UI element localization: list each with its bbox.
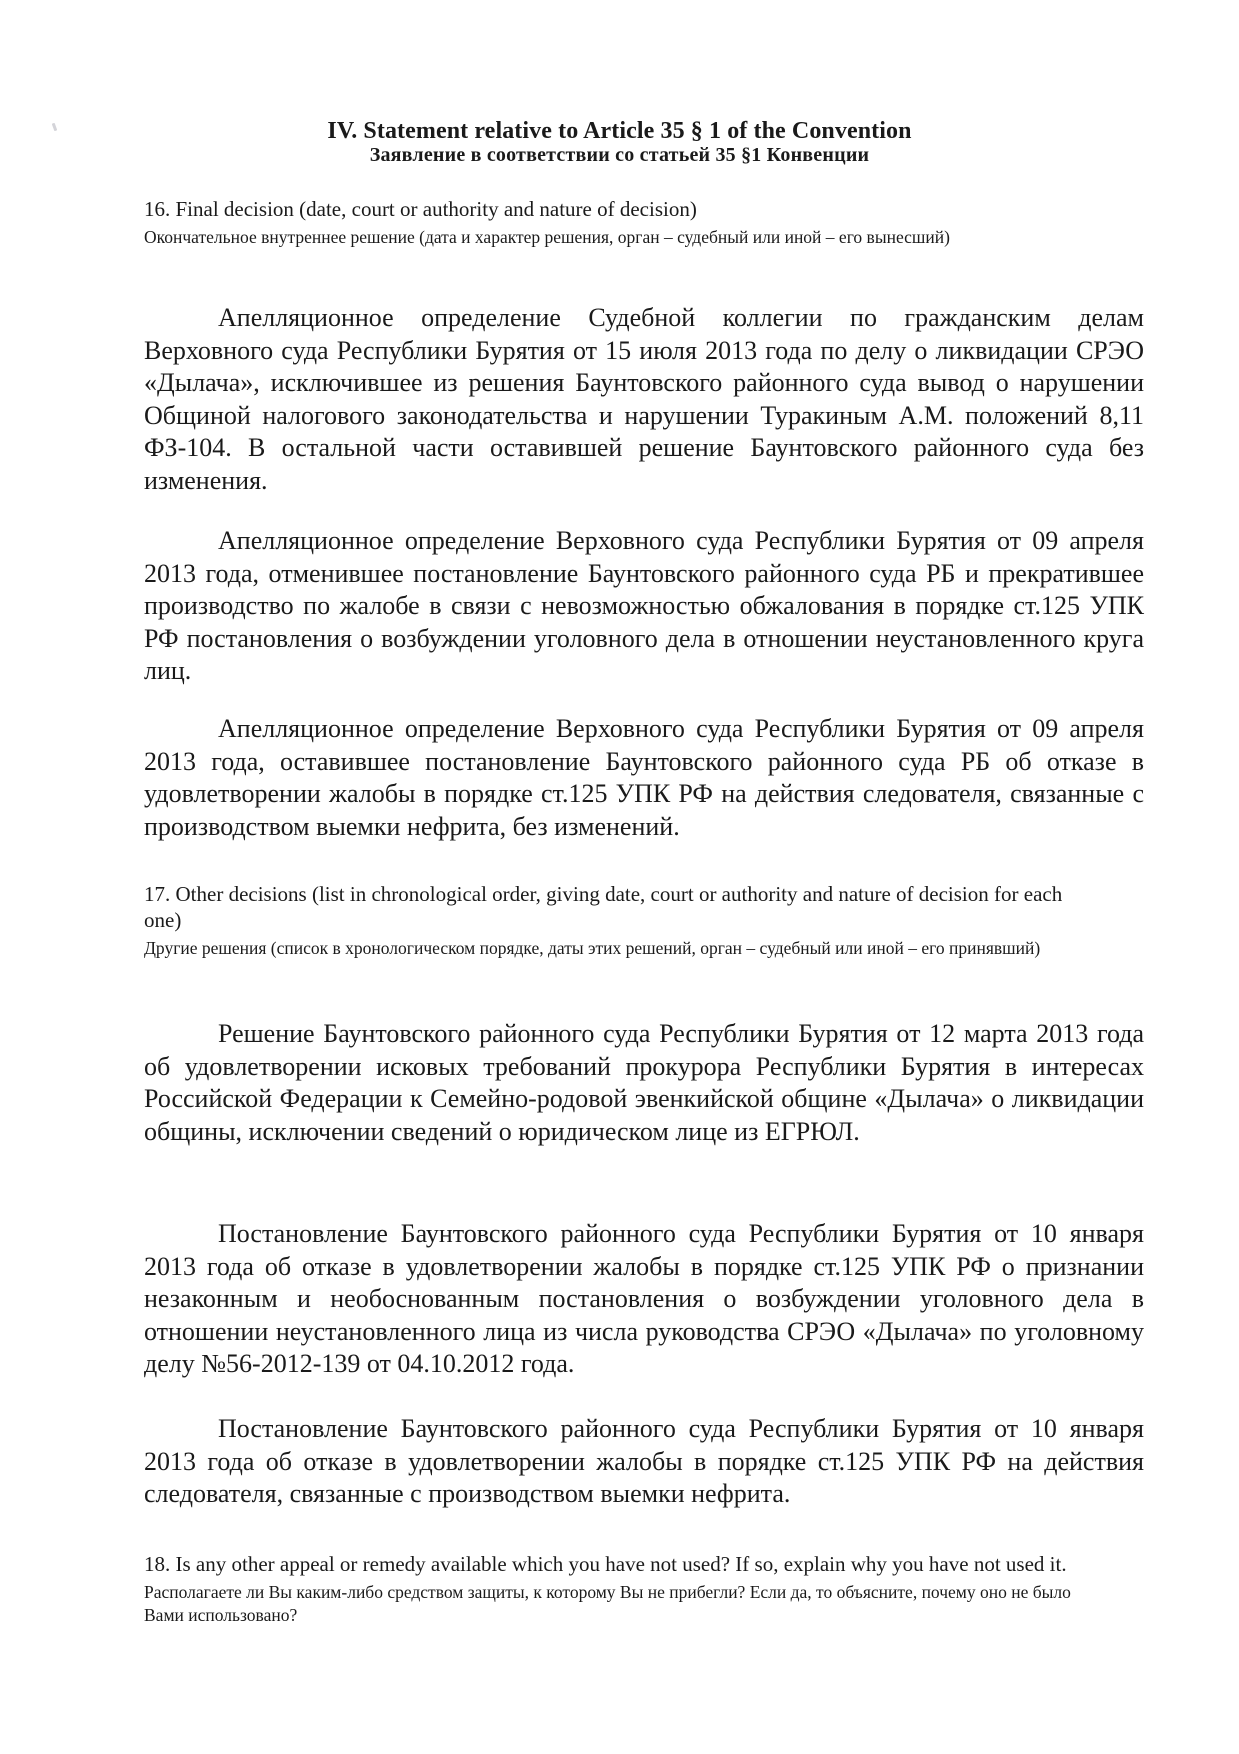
question-16 bbox=[144, 196, 1104, 249]
final-decision-paragraph: Апелляционное определение Судебной коллегии по гражданским делам Верховного суда Республики Бурятия от 15 июля 2013 года по делу о ликвидации СРЭО «Дылача», исключившее из решения Баунтовского районного суда вывод о нарушении Общиной налогового законодательства и нарушении Туракиным А.М. положений 8,11 ФЗ-104. В остальной части оставившей решение Баунтовского районного суда без изменения. bbox=[144, 303, 1144, 495]
question-17-label-ru: Другие решения (список в хронологическом порядке, даты этих решений, орган – судебный или иной – его принявший) bbox=[144, 938, 1041, 958]
other-decision-paragraph: Постановление Баунтовского районного суда Республики Бурятия от 10 января 2013 года об отказе в удовлетворении жалобы в порядке ст.125 УПК РФ на действия следователя, связанные с производством выемки нефрита. bbox=[144, 1414, 1144, 1508]
question-18-label-en: 18. Is any other appeal or remedy available which you have not used? If so, explain why you have not used it. bbox=[144, 1552, 1067, 1576]
section-heading-ru: Заявление в соответствии со статьей 35 §1 Конвенции bbox=[369, 144, 870, 166]
final-decision-paragraph: Апелляционное определение Верховного суда Республики Бурятия от 09 апреля 2013 года, отменившее постановление Баунтовского районного суда РБ и прекратившее производство по жалобе в связи с невозможностью обжалования в порядке ст.125 УПК РФ постановления о возбуждении уголовного дела в отношении неустановленного круга лиц. bbox=[144, 526, 1144, 685]
other-decision-paragraph: Решение Баунтовского районного суда Республики Бурятия от 12 марта 2013 года об удовлетворении исковых требований прокурора Республики Бурятия в интересах Российской Федерации к Семейно-родовой эвенкийской общине «Дылача» о ликвидации общины, исключении сведений о юридическом лице из ЕГРЮЛ. bbox=[144, 1019, 1144, 1146]
question-18 bbox=[144, 1551, 1104, 1627]
question-17-label-en: 17. Other decisions (list in chronological order, giving date, court or authority and nature of decision for each one) bbox=[144, 882, 1063, 932]
question-16-label-en: 16. Final decision (date, court or authority and nature of decision) bbox=[144, 197, 697, 221]
other-decision-paragraph: Постановление Баунтовского районного суда Республики Бурятия от 10 января 2013 года об отказе в удовлетворении жалобы в порядке ст.125 УПК РФ о признании незаконным и необоснованным постановления о возбуждении уголовного дела в отношении неустановленного лица из числа руководства СРЭО «Дылача» по уголовному делу №56-2012-139 от 04.10.2012 года. bbox=[144, 1219, 1144, 1378]
question-17 bbox=[144, 881, 1104, 960]
final-decision-paragraph: Апелляционное определение Верховного суда Республики Бурятия от 09 апреля 2013 года, оставившее постановление Баунтовского районного суда РБ об отказе в удовлетворении жалобы в порядке ст.125 УПК РФ на действия следователя, связанные с производством выемки нефрита, без изменений. bbox=[144, 714, 1144, 841]
question-18-label-ru: Располагаете ли Вы каким-либо средством защиты, к которому Вы не прибегли? Если да, то объясните, почему оно не было Вами использовано? bbox=[144, 1582, 1071, 1625]
section-heading-en: IV. Statement relative to Article 35 § 1 of the Convention bbox=[327, 118, 912, 144]
question-16-label-ru: Окончательное внутреннее решение (дата и характер решения, орган – судебный или иной – его вынесший) bbox=[144, 227, 950, 247]
